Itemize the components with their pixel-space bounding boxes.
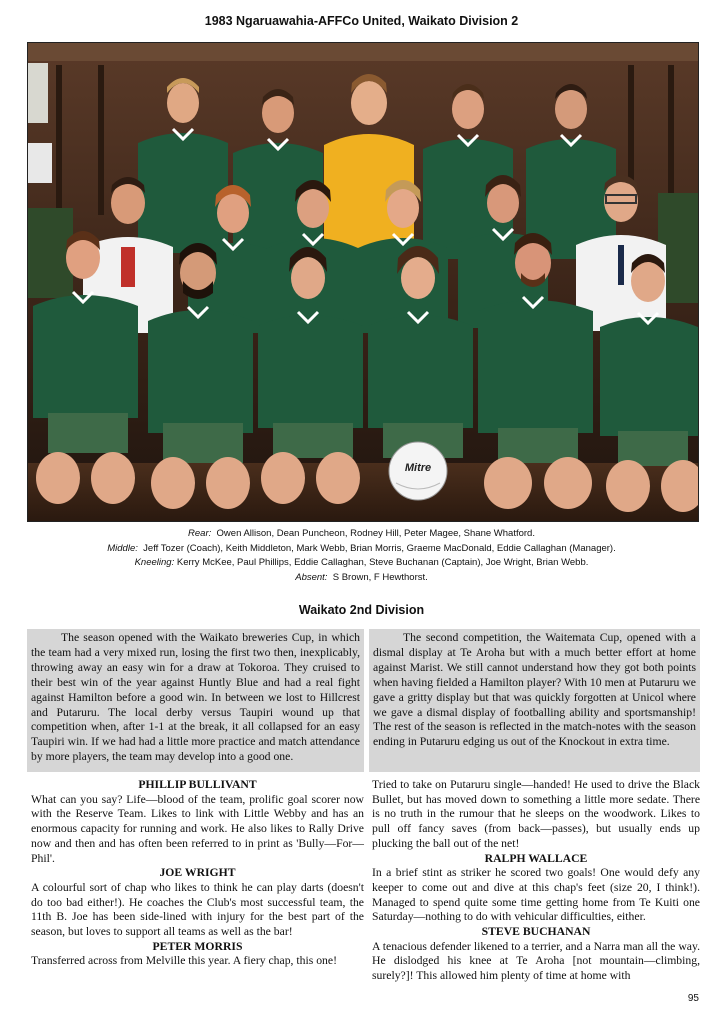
ball-brand: Mitre bbox=[404, 462, 432, 474]
profile-text: Transferred across from Melville this year. A fiery chap, this one! bbox=[31, 954, 337, 968]
caption-rear-label: Rear: bbox=[188, 528, 212, 539]
caption-absent-label: Absent: bbox=[295, 571, 328, 583]
caption-absent-names: S Brown, F Hewthorst. bbox=[332, 571, 428, 583]
profile-text: Tried to take on Putaruru single—handed! He used to drive the Black Bullet, but has moved down to something a little more sedate. There is no truth in the rumour that he sleeps on the woodwork. Likes to pull off fancy saves (from back—passes), but usually ends up plucking the ball out of the net! bbox=[372, 778, 700, 850]
football-icon bbox=[389, 442, 447, 500]
caption-absent bbox=[0, 571, 723, 586]
team-photo-illustration bbox=[28, 43, 698, 521]
profile-text: What can you say? Life—blood of the team, prolific goal scorer now with the Reserve Team. Likes to link with Little Webby and has an enormous capacity for running and work. He also likes to Rally Drive now and then and has often been referred to in print as 'Bully—For—Phil'. bbox=[31, 792, 364, 865]
caption-kneeling bbox=[0, 556, 723, 571]
profile-name: PETER MORRIS bbox=[152, 939, 243, 953]
team-photo bbox=[27, 42, 699, 522]
page-number: 95 bbox=[687, 993, 699, 1004]
intro-left-text: The season opened with the Waikato breweries Cup, in which the team had a very mixed run, losing the first two then, inexplicably, throwing away an easy win for a draw at Tokoroa. They cruised to their best win of the year against Huntly Blue and had a real fight against Hamilton before a good win. In between we lost to Hillcrest and Putaruru. The local derby versus Taupiri wound up that competition when, after 1-1 at the break, it all collapsed for an easy Taupiri win. If we had had a little more practice and match attendance by more players, the team may develop into a good one. bbox=[31, 631, 360, 764]
profile-text: A tenacious defender likened to a terrier, and a Narra man all the way. He dislodged his knee at Te Aroha [not mountain—climbing, surely?]! This allowed him plenty of time at home with bbox=[372, 939, 700, 983]
caption-rear-names: Owen Allison, Dean Puncheon, Rodney Hill, Peter Magee, Shane Whatford. bbox=[216, 528, 535, 539]
caption-middle bbox=[0, 542, 723, 557]
section-heading: Waikato 2nd Division bbox=[298, 603, 425, 617]
caption-kneeling-names: Kerry McKee, Paul Phillips, Eddie Callaghan, Steve Buchanan (Captain), Joe Wright, Brian Webb. bbox=[176, 557, 589, 568]
profile-name: STEVE BUCHANAN bbox=[481, 925, 591, 939]
profile-text: In a brief stint as striker he scored two goals! One would defy any keeper to come out and dive at this chap's feet (size 20, I think!). Managed to spend quite some time getting home from Te Kuiti one Saturday—nothing to do with vehicular difficulties, either. bbox=[372, 866, 700, 924]
caption-rear bbox=[0, 527, 723, 542]
photo-captions bbox=[0, 527, 723, 585]
intro-left-box bbox=[27, 629, 364, 772]
intro-right-text: The second competition, the Waitemata Cup, opened with a dismal display at Te Aroha but with a much better effort at home against Marist. We still cannot understand how they got both points when having fielded a Hamilton player? With 10 men at Putaruru we gave a gritty display but that was quickly forgotten at Unicol where we gave a dismal display of footballing ability and sportsmanship! The rest of the season is reflected in the match-notes with the season ending in Putaruru edging us out of the Knockout in extra time. bbox=[373, 631, 696, 749]
caption-middle-label: Middle: bbox=[107, 542, 138, 554]
profiles-left-column bbox=[31, 778, 364, 969]
profile-text: A colourful sort of chap who likes to think he can play darts (doesn't do too bad either!). He coaches the Club's most successful team, the 11th B. Joe has been side-lined with injury for the best part of the season, but loves to support all teams as well as the bar! bbox=[31, 880, 364, 939]
profile-name: RALPH WALLACE bbox=[484, 851, 588, 865]
intro-right-box bbox=[369, 629, 700, 772]
profile-name: JOE WRIGHT bbox=[159, 866, 236, 880]
page-title: 1983 Ngaruawahia-AFFCo United, Waikato Division 2 bbox=[204, 14, 519, 28]
caption-kneeling-label: Kneeling: bbox=[134, 557, 175, 568]
caption-middle-names: Jeff Tozer (Coach), Keith Middleton, Mark Webb, Brian Morris, Graeme MacDonald, Eddie Callaghan (Manager). bbox=[143, 542, 616, 554]
profile-name: PHILLIP BULLIVANT bbox=[138, 778, 257, 791]
profiles-right-column bbox=[372, 778, 700, 984]
